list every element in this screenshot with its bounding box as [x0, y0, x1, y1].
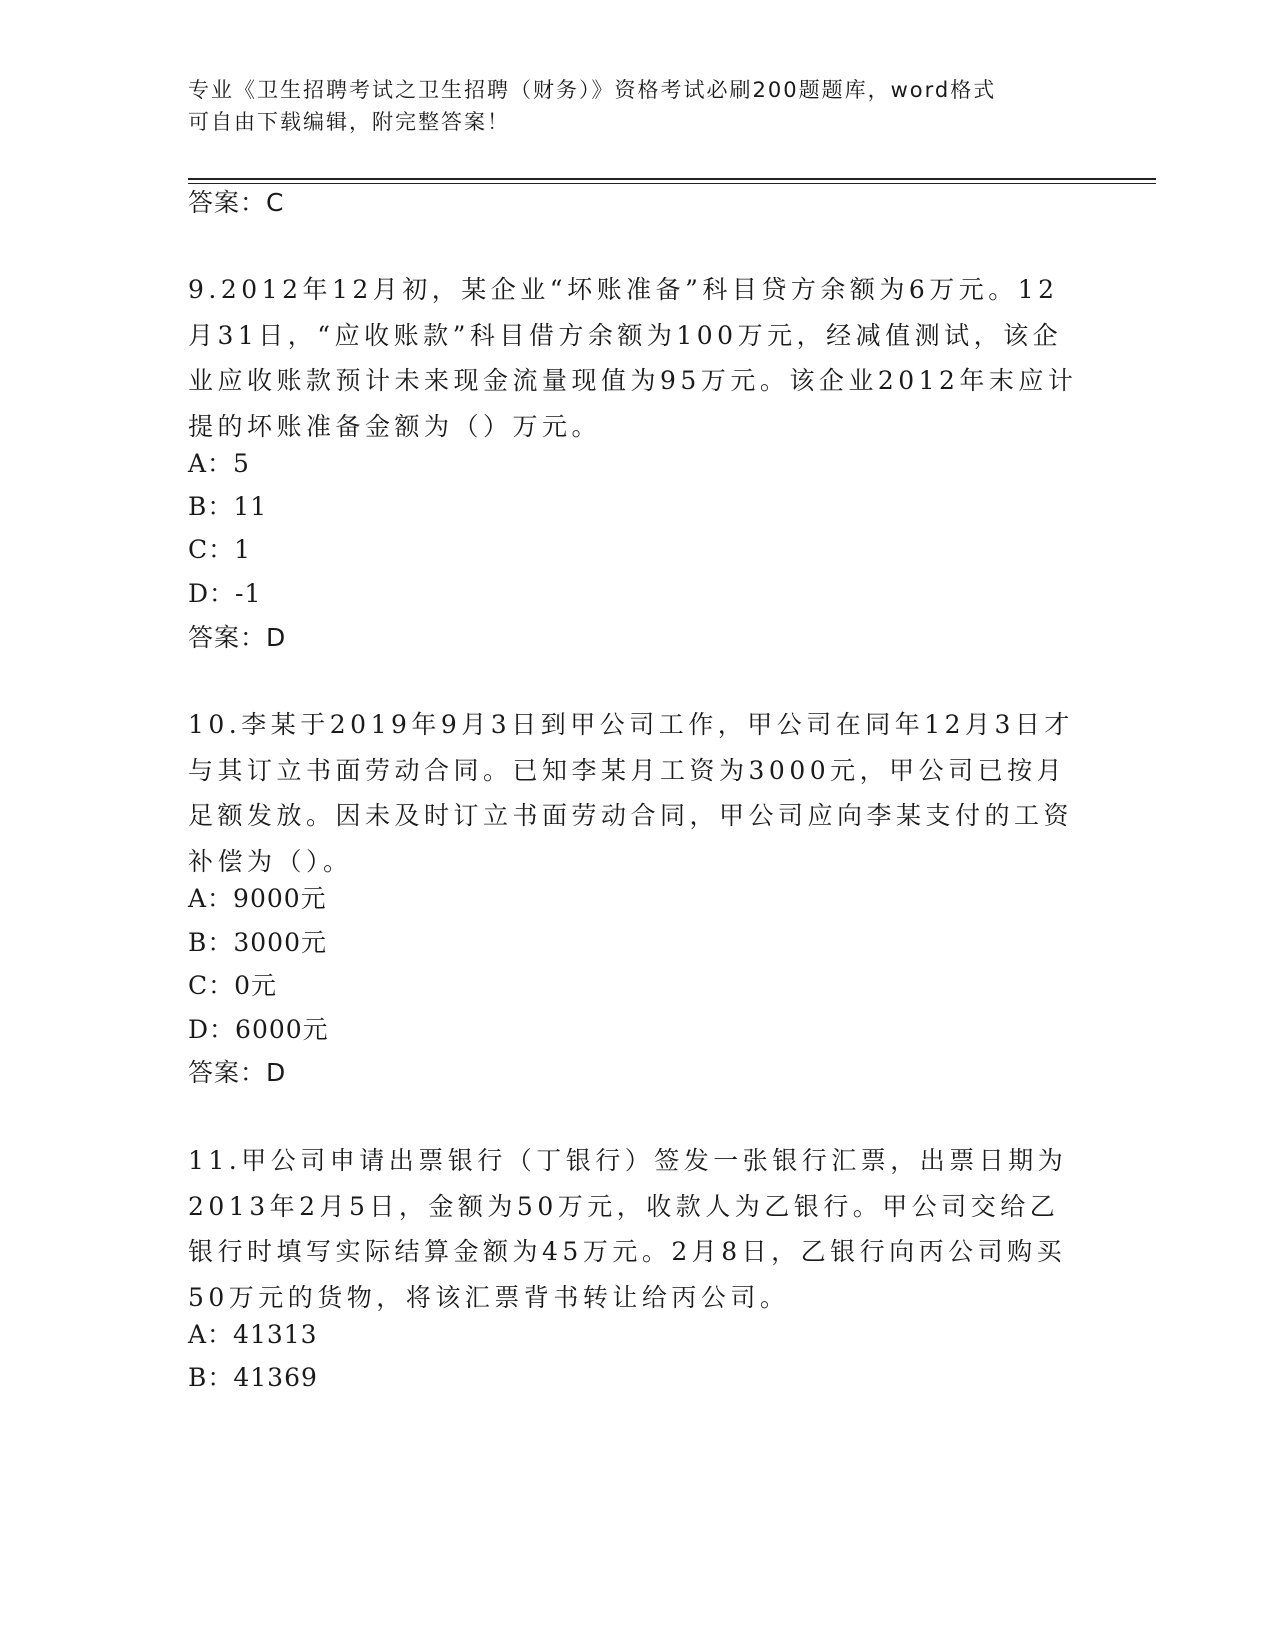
option-a: A：41313 — [188, 1320, 318, 1349]
answer-line: 答案：D — [188, 623, 287, 652]
option-a: A：9000元 — [188, 884, 327, 913]
option-a: A：5 — [188, 449, 250, 478]
answer-line: 答案：D — [188, 1058, 287, 1087]
option-c: C：0元 — [188, 971, 278, 1000]
option-c: C：1 — [188, 535, 252, 564]
option-b: B：41369 — [188, 1363, 318, 1392]
option-d: D：-1 — [188, 579, 262, 608]
option-d: D：6000元 — [188, 1015, 329, 1044]
header-rule-thick — [188, 178, 1156, 180]
header-line-1: 专业《卫生招聘考试之卫生招聘（财务）》资格考试必刷200题题库，word格式 — [188, 78, 997, 102]
answer-line: 答案：C — [188, 188, 285, 217]
question-text: 11.甲公司申请出票银行（丁银行）签发一张银行汇票，出票日期为2013年2月5日，金额为50万元，收款人为乙银行。甲公司交给乙银行时填写实际结算金额为45万元。2月8日，乙银行向丙公司购买50万元的货物，将该汇票背书转让给丙公司。 — [188, 1146, 1068, 1312]
document-header — [188, 74, 1078, 138]
option-b: B：11 — [188, 492, 268, 521]
header-rule-thin — [188, 183, 1156, 184]
question-text: 9.2012年12月初，某企业“坏账准备”科目贷方余额为6万元。12月31日，“应收账款”科目借方余额为100万元，经减值测试，该企业应收账款预计未来现金流量现值为95万元。该企业2012年末应计提的坏账准备金额为（）万元。 — [188, 275, 1078, 441]
header-line-2: 可自由下载编辑，附完整答案！ — [188, 110, 510, 134]
question-text: 10.李某于2019年9月3日到甲公司工作，甲公司在同年12月3日才与其订立书面劳动合同。已知李某月工资为3000元，甲公司已按月足额发放。因未及时订立书面劳动合同，甲公司应向李某支付的工资补偿为（）。 — [188, 710, 1074, 876]
option-b: B：3000元 — [188, 928, 327, 957]
